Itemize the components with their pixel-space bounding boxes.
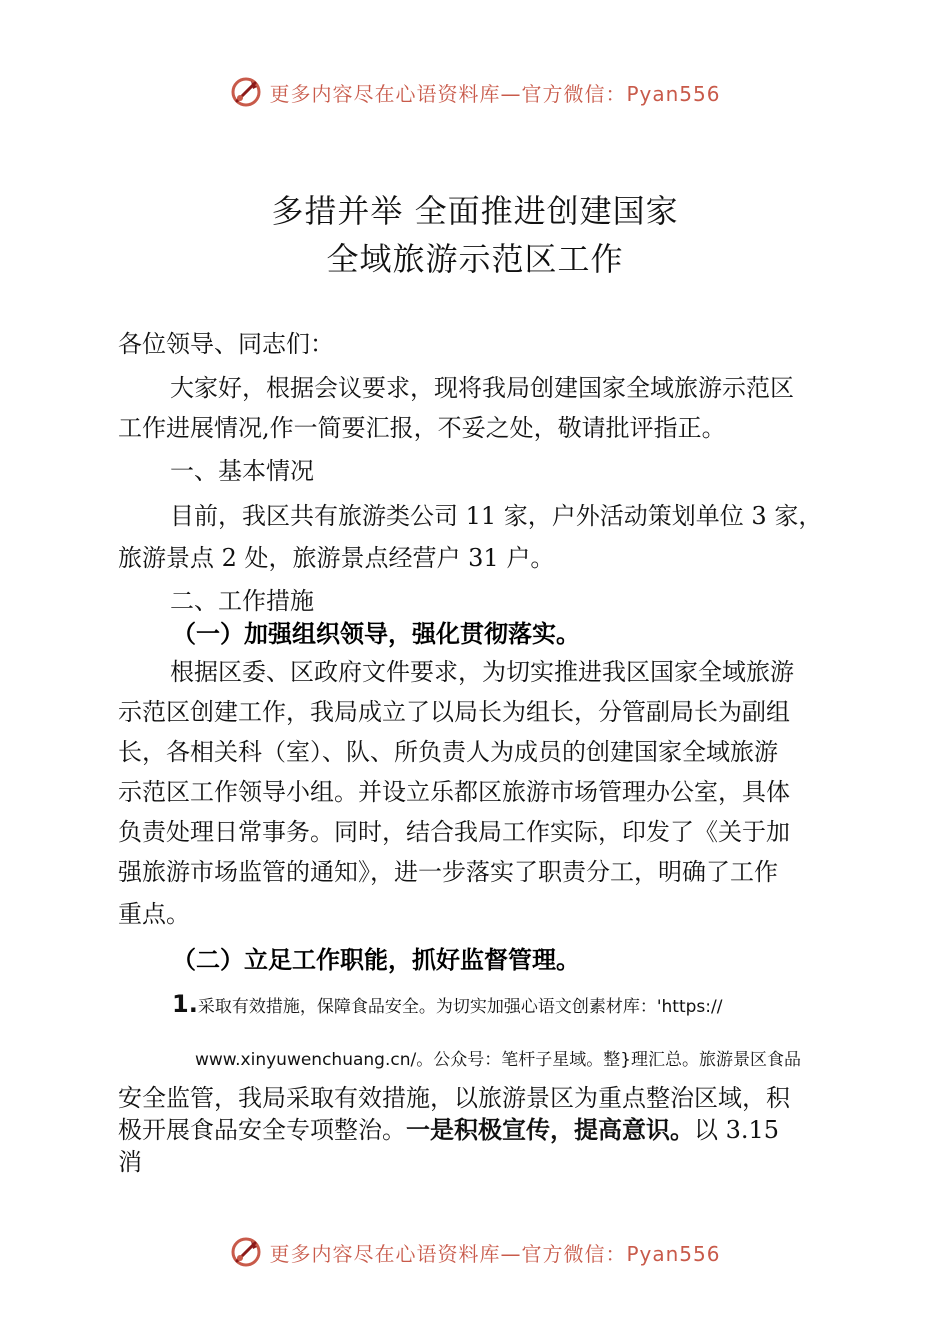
page-title-line-1: 多措并举 全面推进创建国家 (271, 192, 679, 230)
sub1-line-5: 负责处理日常事务。同时，结合我局工作实际，印发了《关于加 (118, 818, 790, 846)
intro-line-2: 工作进展情况,作一简要汇报，不妥之处，敬请批评指正。 (118, 414, 726, 442)
watermark-header (0, 72, 950, 112)
section-heading-measures: 二、工作措施 (170, 587, 314, 615)
sub1-line-7: 重点。 (118, 900, 190, 928)
basic-line-2: 旅游景点 2 处，旅游景点经营户 31 户。 (118, 544, 555, 572)
intro-line-1: 大家好，根据会议要求，现将我局创建国家全域旅游示范区 (170, 374, 794, 402)
item-1-text: 采取有效措施，保障食品安全。为切实加强心语文创素材库：'https:// (197, 997, 723, 1017)
last-line-2 (118, 1110, 779, 1145)
red-brush-logo-icon (229, 1235, 263, 1269)
watermark-text-footer: 更多内容尽在心语资料库—官方微信：Pyan556 (269, 1241, 721, 1266)
red-brush-logo-icon (229, 75, 263, 109)
final-line: 消 (118, 1148, 142, 1176)
item-1-line (172, 990, 722, 1018)
item-1-number: 1. (172, 990, 198, 1018)
basic-line-1: 目前，我区共有旅游类公司 11 家，户外活动策划单位 3 家， (170, 502, 823, 530)
last-line-2-text: 极开展食品安全专项整治。 (118, 1116, 406, 1144)
sub1-line-4: 示范区工作领导小组。并设立乐都区旅游市场管理办公室，具体 (118, 778, 790, 806)
watermark-footer (0, 1232, 950, 1272)
sub1-line-2: 示范区创建工作，我局成立了以局长为组长，分管副局长为副组 (118, 698, 790, 726)
page-title-line-2: 全域旅游示范区工作 (326, 240, 624, 278)
sub1-line-6: 强旅游市场监管的通知》，进一步落实了职责分工，明确了工作 (118, 858, 778, 886)
last-line-2-bold: 一是积极宣传，提高意识。 (406, 1116, 694, 1144)
section-heading-basic: 一、基本情况 (170, 457, 314, 485)
subheading-1: （一）加强组织领导，强化贯彻落实。 (172, 620, 580, 648)
watermark-text: 更多内容尽在心语资料库—官方微信：Pyan556 (269, 81, 721, 106)
greeting: 各位领导、同志们： (118, 330, 334, 358)
last-line-2-tail: 以 3.15 (694, 1116, 780, 1144)
subheading-2: （二）立足工作职能，抓好监督管理。 (172, 946, 580, 974)
item-1-continuation: www.xinyuwenchuang.cn/。公众号：笔杆子星域。整}理汇总。旅游景区食品 (195, 1050, 802, 1070)
last-line-1: 安全监管，我局采取有效措施，以旅游景区为重点整治区域，积 (118, 1084, 790, 1112)
sub1-line-3: 长，各相关科（室）、队、所负责人为成员的创建国家全域旅游 (118, 738, 778, 766)
sub1-line-1: 根据区委、区政府文件要求，为切实推进我区国家全域旅游 (170, 658, 794, 686)
